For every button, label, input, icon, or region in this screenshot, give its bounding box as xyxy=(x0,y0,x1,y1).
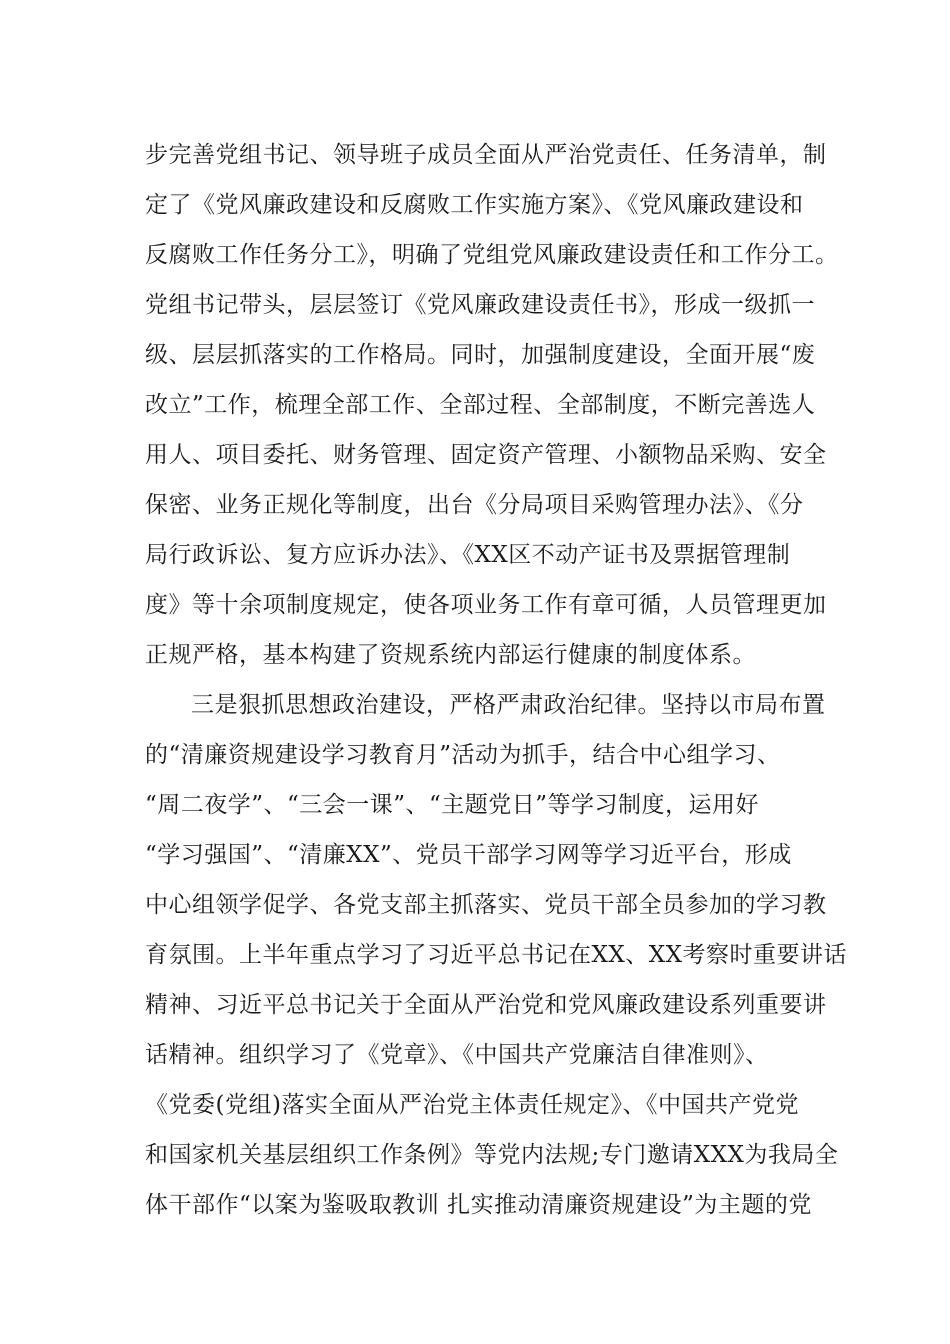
text-line: 正规严格，基本构建了资规系统内部运行健康的制度体系。 xyxy=(145,642,756,668)
text-line: “学习强国”、“清廉XX”、党员干部学习网等学习近平台，形成 xyxy=(145,842,792,868)
text-line: 改立”工作，梳理全部工作、全部过程、全部制度，不断完善选人 xyxy=(145,392,816,418)
text-line: 保密、业务正规化等制度，出台《分局项目采购管理办法》、《分 xyxy=(145,492,804,518)
text-line: 步完善党组书记、领导班子成员全面从严治党责任、任务清单，制 xyxy=(145,142,827,168)
paragraph-start-line: 三是狠抓思想政治建设，严格严肃政治纪律。坚持以市局布置 xyxy=(191,692,826,718)
text-line: 中心组领学促学、各党支部主抓落实、党员干部全员参加的学习教 xyxy=(145,892,827,918)
text-line: 局行政诉讼、复方应诉办法》、《XX区不动产证书及票据管理制 xyxy=(145,542,791,568)
text-line: 定了《党风廉政建设和反腐败工作实施方案》、《党风廉政建设和 xyxy=(145,192,804,218)
text-line: 和国家机关基层组织工作条例》等党内法规;专门邀请XXX为我局全 xyxy=(145,1142,839,1168)
document-body xyxy=(145,130,845,1230)
text-line: 反腐败工作任务分工》，明确了党组党风廉政建设责任和工作分工。 xyxy=(145,242,839,268)
text-line: 精神、习近平总书记关于全面从严治党和党风廉政建设系列重要讲 xyxy=(145,992,827,1018)
text-line: 体干部作“以案为鉴吸取教训 扎实推动清廉资规建设”为主题的党 xyxy=(145,1192,812,1218)
text-line: 话精神。组织学习了《党章》、《中国共产党廉洁自律准则》、 xyxy=(145,1042,769,1068)
text-line: 用人、项目委托、财务管理、固定资产管理、小额物品采购、安全 xyxy=(145,442,827,468)
text-line: 度》等十余项制度规定，使各项业务工作有章可循，人员管理更加 xyxy=(145,592,827,618)
text-line: 育氛围。上半年重点学习了习近平总书记在XX、XX考察时重要讲话 xyxy=(145,942,847,968)
text-line: 党组书记带头，层层签订《党风廉政建设责任书》，形成一级抓一 xyxy=(145,292,815,318)
text-line: 《党委(党组)落实全面从严治党主体责任规定》、《中国共产党党 xyxy=(145,1092,799,1118)
text-line: 的“清廉资规建设学习教育月”活动为抓手，结合中心组学习、 xyxy=(145,742,781,768)
text-line: “周二夜学”、“三会一课”、“主题党日”等学习制度，运用好 xyxy=(145,792,760,818)
text-line: 级、层层抓落实的工作格局。同时，加强制度建设，全面开展“废 xyxy=(145,342,816,368)
